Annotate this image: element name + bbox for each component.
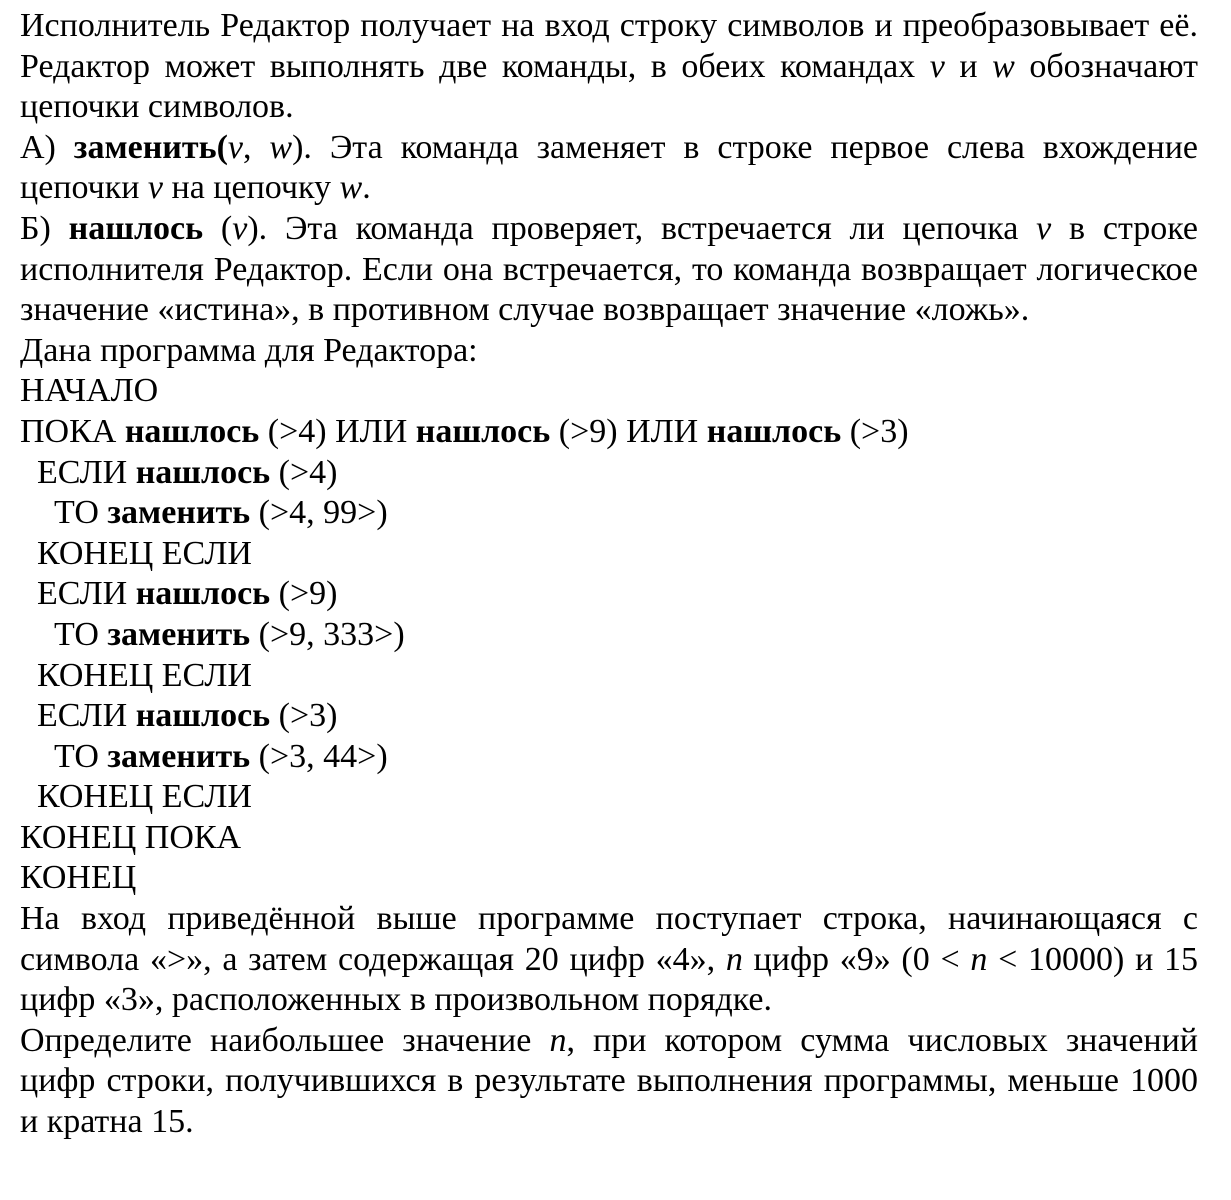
command-b-label: Б) [20,209,69,247]
input-text-end: < 10000) и 15 цифр «3», расположенных в произвольном порядке. [20,940,1198,1019]
found-keyword: нашлось [135,697,271,735]
command-a-var-w: w [339,169,363,207]
program-if-line-2 [20,574,1198,615]
question-paragraph [20,1021,1198,1143]
if-keyword: ЕСЛИ [20,453,136,491]
then-keyword: ТО [20,494,108,532]
var-n: n [970,940,988,978]
program-end-while: КОНЕЦ ПОКА [20,818,242,856]
if-arg: (>4) [270,453,338,491]
found-keyword: нашлось [706,412,842,450]
found-keyword: нашлось [124,412,260,450]
program-end-if-2: КОНЕЦ ЕСЛИ [20,656,252,694]
input-text: На вход приведённой выше программе поступает строка, начинающаяся с символа «>», а затем содержащая 20 цифр «4», [20,900,1198,978]
command-b-paragraph [20,209,1198,331]
command-a-open-paren: ( [216,128,228,166]
program-while-line [20,412,1198,453]
intro-and: и [944,47,993,85]
intro-text: Исполнитель Редактор получает на вход строку символов и преобразовывает её. Редактор может выполнять две команды, в обеих командах [20,7,1198,85]
program-then-line-2 [20,615,1198,656]
command-b-name: нашлось [68,209,204,247]
replace-keyword: заменить [107,494,251,532]
command-a-arg-w: w [269,128,293,166]
program-then-line-3 [20,737,1198,778]
command-b-arg-v: v [232,209,248,247]
program-intro: Дана программа для Редактора: [20,331,478,369]
if-keyword: ЕСЛИ [20,697,136,735]
program-if-line-3 [20,696,1198,737]
intro-text-end: обозначают цепочки символов. [20,47,1198,126]
while-keyword: ПОКА [20,412,125,450]
replace-keyword: заменить [107,615,251,653]
while-cond-1: (>4) ИЛИ [259,412,416,450]
command-a-mid: на цепочку [163,169,340,207]
found-keyword: нашлось [135,575,271,613]
command-a-comma: , [243,128,270,166]
program-end-if-1: КОНЕЦ ЕСЛИ [20,534,252,572]
if-arg: (>9) [270,575,338,613]
while-cond-3: (>3) [841,412,909,450]
command-a-end: . [362,169,371,207]
then-keyword: ТО [20,615,108,653]
task-document [20,6,1198,1143]
command-a-description: ). Эта команда заменяет в строке первое слева вхождение цепочки [20,128,1198,207]
found-keyword: нашлось [415,412,551,450]
then-arg: (>3, 44>) [250,737,388,775]
var-w: w [992,47,1015,85]
program-begin: НАЧАЛО [20,372,159,410]
input-description [20,899,1198,1021]
if-arg: (>3) [270,697,338,735]
if-keyword: ЕСЛИ [20,575,136,613]
program-if-line-1 [20,453,1198,494]
question-text-end: , при котором сумма числовых значений цифр строки, получившихся в результате выполнения программы, меньше 1000 и кратна 15. [20,1021,1198,1141]
intro-paragraph [20,6,1198,128]
then-arg: (>4, 99>) [250,494,388,532]
command-a-name: заменить [73,128,217,166]
command-a-label: А) [20,128,74,166]
var-n: n [549,1021,567,1059]
program-then-line-1 [20,493,1198,534]
command-b-var-v: v [1036,209,1052,247]
command-a-arg-v: v [227,128,243,166]
command-b-description: ). Эта команда проверяет, встречается ли цепочка [247,209,1037,247]
command-a-paragraph [20,128,1198,209]
then-keyword: ТО [20,737,108,775]
var-n: n [725,940,743,978]
command-a-var-v: v [147,169,164,207]
question-text: Определите наибольшее значение [20,1021,550,1059]
command-b-open-paren: ( [203,209,233,247]
program-end: КОНЕЦ [20,859,137,897]
input-text-mid: цифр «9» (0 < [742,940,971,978]
found-keyword: нашлось [135,453,271,491]
program-listing [20,371,1198,899]
command-b-rest: в строке исполнителя Редактор. Если она встречается, то команда возвращает логическое значение «истина», в противном случае возвращает значение «ложь». [20,209,1198,329]
replace-keyword: заменить [107,737,251,775]
program-end-if-3: КОНЕЦ ЕСЛИ [20,778,252,816]
while-cond-2: (>9) ИЛИ [550,412,707,450]
var-v: v [929,47,945,85]
then-arg: (>9, 333>) [250,615,405,653]
